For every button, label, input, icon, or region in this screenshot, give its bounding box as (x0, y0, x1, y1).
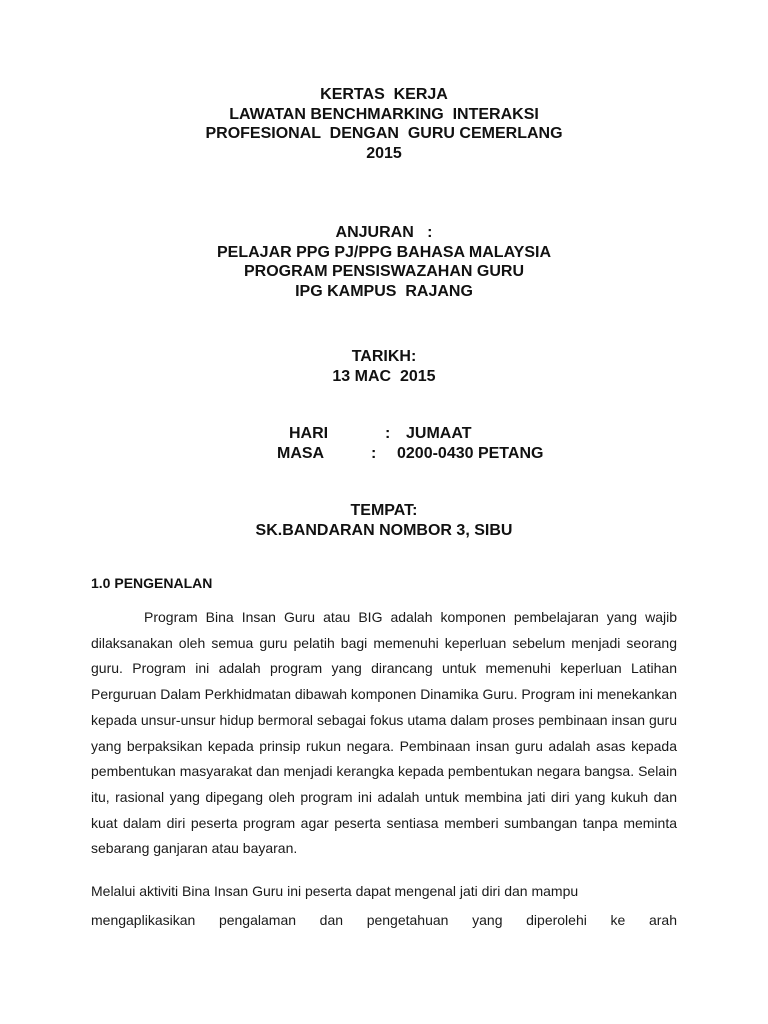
organizer-block (0, 223, 768, 301)
title-year: 2015 (366, 144, 402, 162)
venue-value: SK.BANDARAN NOMBOR 3, SIBU (255, 521, 513, 539)
date-block (0, 347, 768, 386)
date-value: 13 MAC 2015 (332, 367, 436, 385)
date-label: TARIKH: (351, 348, 417, 365)
organizer-label: ANJURAN : (335, 224, 433, 241)
second-paragraph (91, 877, 677, 935)
venue-block (0, 501, 768, 540)
day-value: JUMAAT (406, 425, 472, 442)
title-line-1: KERTAS KERJA (320, 86, 448, 103)
time-label: MASA (277, 445, 325, 462)
day-label: HARI (289, 425, 329, 442)
organizer-line-3: IPG KAMPUS RAJANG (295, 282, 473, 300)
venue-label: TEMPAT: (350, 502, 418, 519)
organizer-line-2: PROGRAM PENSISWAZAHAN GURU (243, 263, 524, 280)
organizer-line-1: PELAJAR PPG PJ/PPG BAHASA MALAYSIA (217, 243, 551, 261)
time-separator: : (371, 445, 377, 462)
document-title-block (0, 85, 768, 163)
day-separator: : (385, 425, 391, 442)
second-paragraph-line-1: Melalui aktiviti Bina Insan Guru ini peserta dapat mengenal jati diri dan mampu (91, 883, 579, 899)
title-line-3: PROFESIONAL DENGAN GURU CEMERLANG (205, 125, 563, 142)
title-line-2: LAWATAN BENCHMARKING INTERAKSI (229, 105, 539, 123)
second-paragraph-line-2: mengaplikasikan pengalaman dan pengetahuan yang diperolehi ke arah (91, 912, 677, 928)
intro-paragraph: Program Bina Insan Guru atau BIG adalah komponen pembelajaran yang wajib dilaksanakan oleh semua guru pelatih bagi memenuhi keperluan sebelum menjadi seorang guru. Program ini adalah program yang dirancang untuk memenuhi keperluan Latihan Perguruan Dalam Perkhidmatan dibawah komponen Dinamika Guru. Program ini menekankan kepada unsur-unsur hidup bermoral sebagai fokus utama dalam proses pembinaan insan guru yang berpaksikan kepada prinsip rukun negara. Pembinaan insan guru adalah asas kepada pembentukan masyarakat dan menjadi kerangka kepada pembentukan negara bangsa. Selain itu, rasional yang dipegang oleh program ini adalah untuk membina jati diri yang kukuh dan kuat dalam diri peserta program agar peserta sentiasa memberi sumbangan tanpa meminta sebarang ganjaran atau bayaran. (91, 609, 677, 857)
section-heading: 1.0 PENGENALAN (91, 575, 213, 591)
time-value: 0200-0430 PETANG (397, 445, 544, 462)
